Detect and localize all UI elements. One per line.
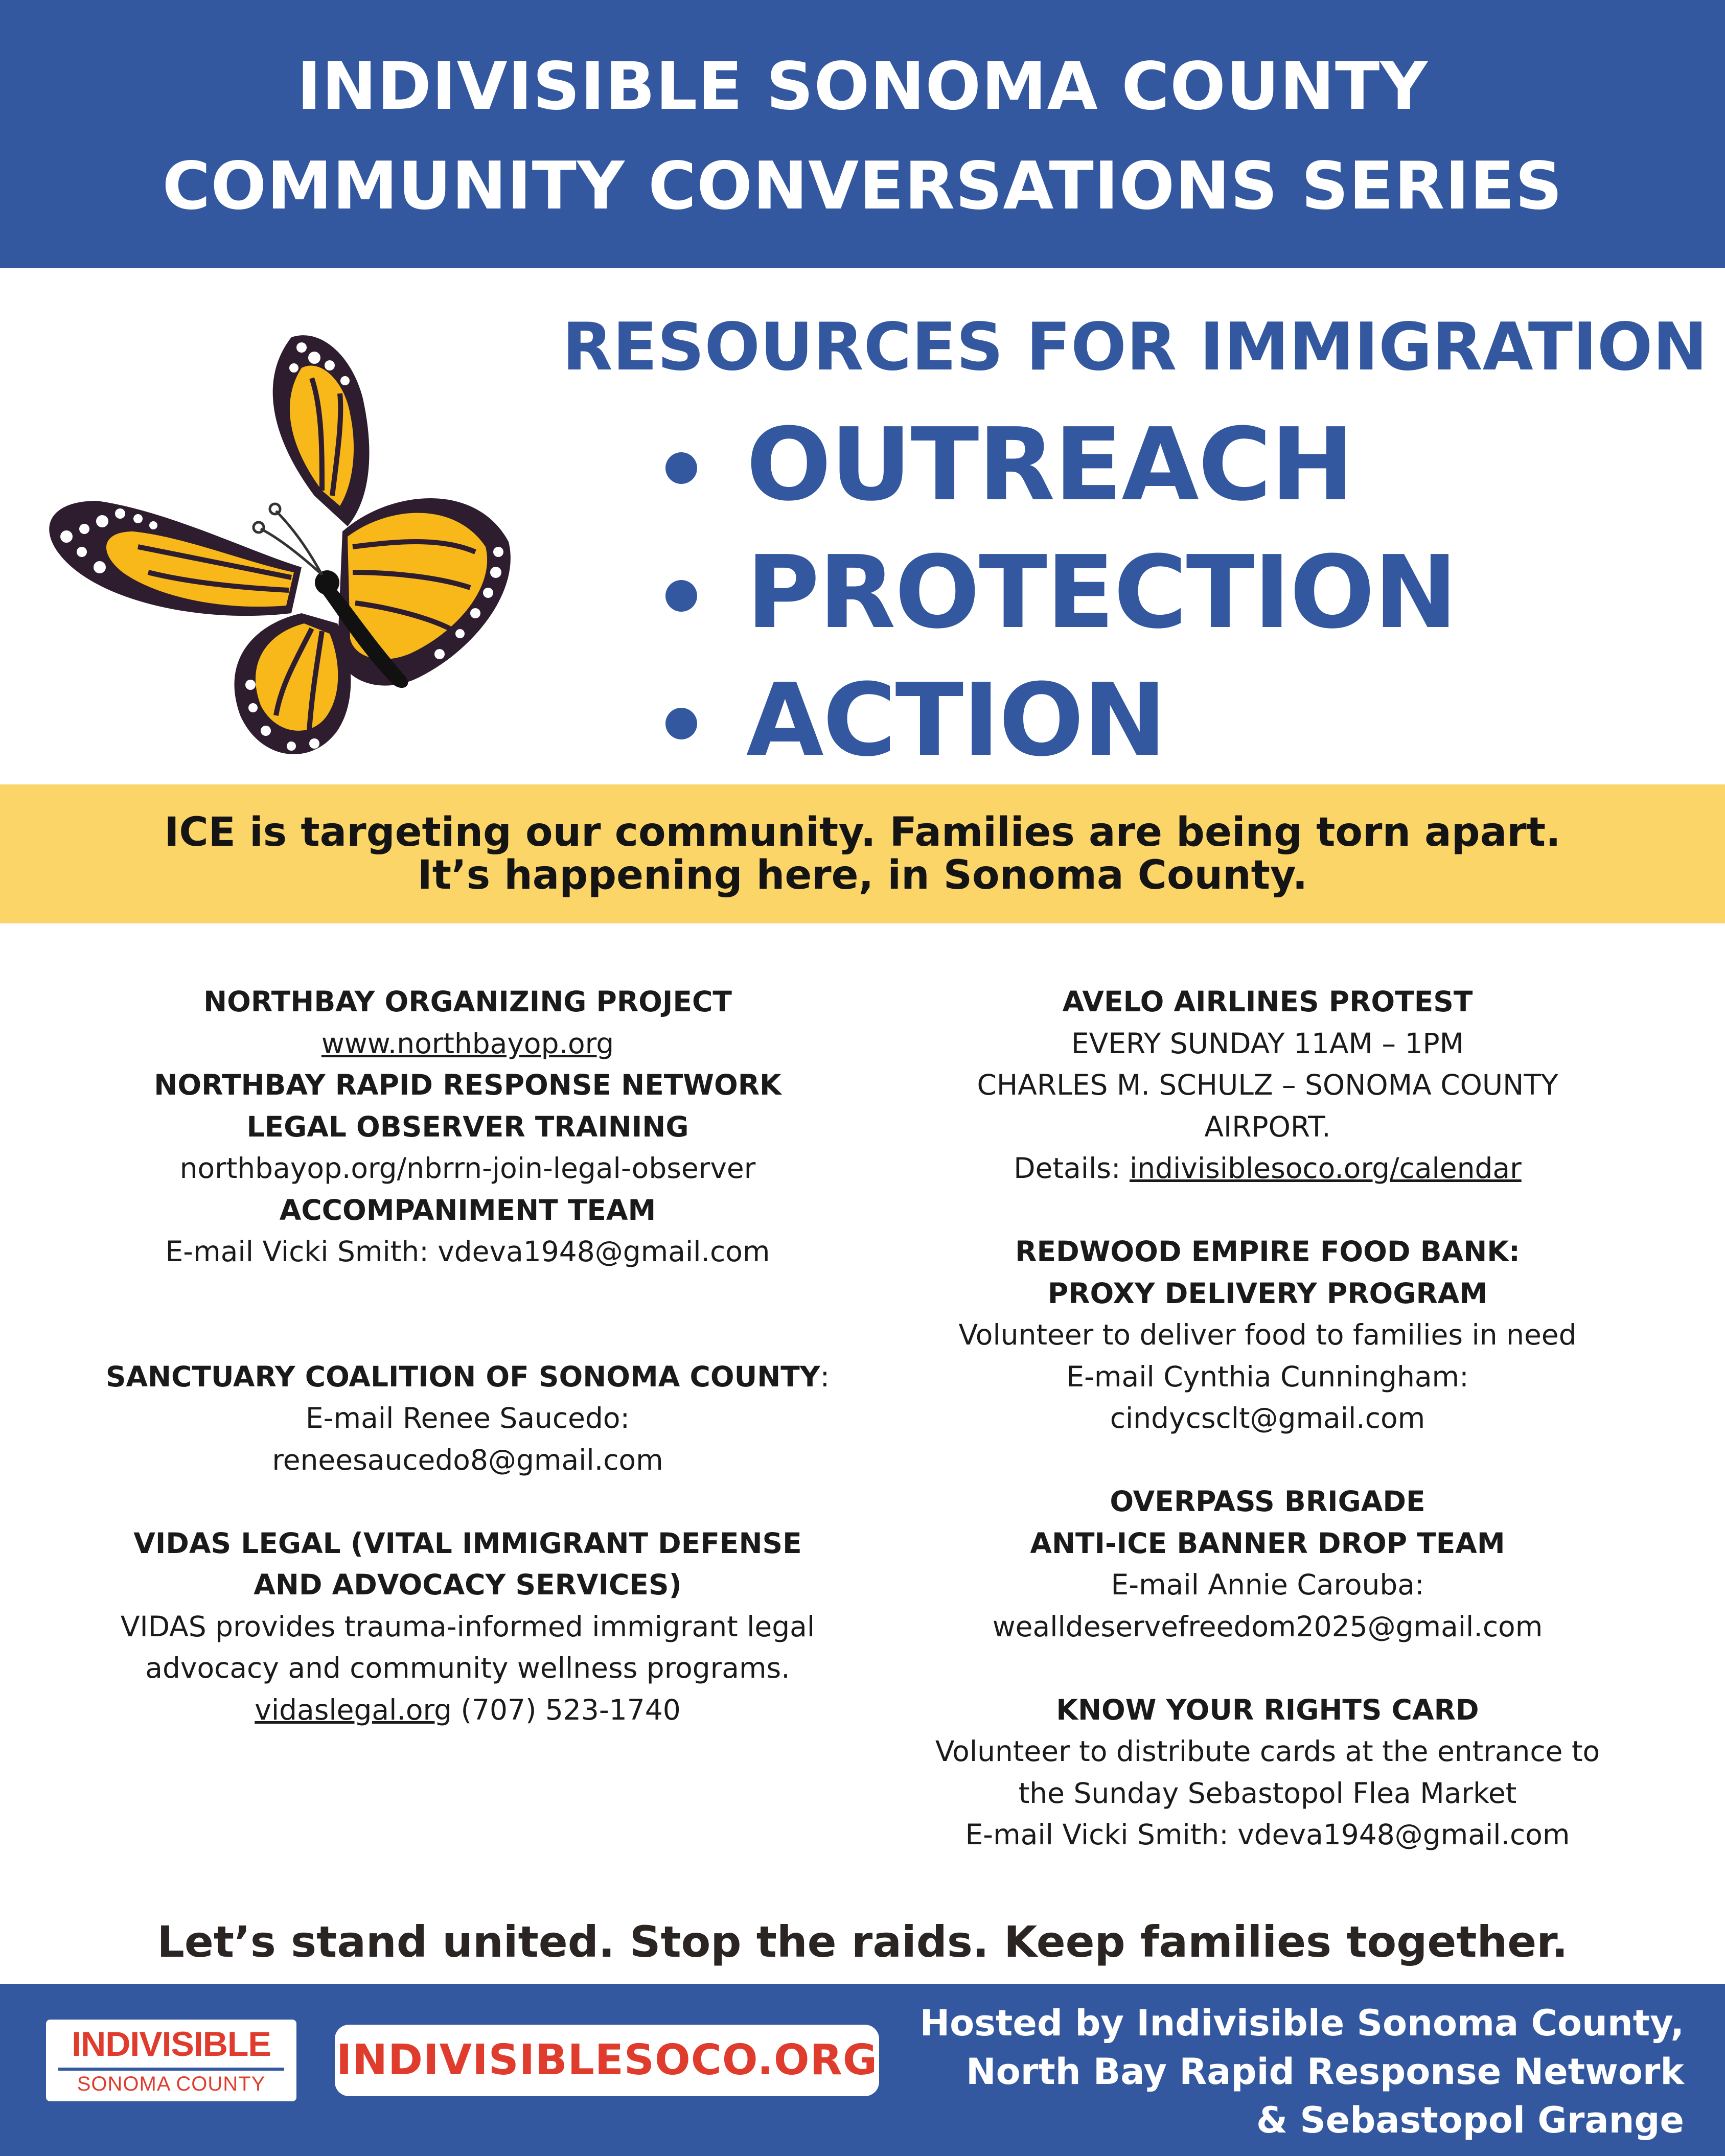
hosted-by [920,1999,1684,2145]
avelo-calendar-link[interactable]: indivisiblesoco.org/calendar [1129,1152,1522,1185]
avelo-location-line1: CHARLES M. SCHULZ – SONOMA COUNTY [977,1069,1558,1101]
kyr-email: E-mail Vicki Smith: vdeva1948@gmail.com [965,1818,1570,1851]
hosted-line3: & Sebastopol Grange [1256,2099,1684,2141]
kyr-desc-line2: the Sunday Sebastopol Flea Market [1018,1776,1517,1810]
footer-band [0,1984,1725,2156]
alert-banner [0,784,1725,923]
foodbank-title-line1: REDWOOD EMPIRE FOOD BANK: [1015,1235,1520,1268]
resources-right-column [848,981,1687,1856]
vidas-desc-line2: advocacy and community wellness programs. [145,1652,790,1684]
sanctuary-email-label: E-mail Renee Saucedo: [305,1402,630,1434]
accompaniment-email: E-mail Vicki Smith: vdeva1948@gmail.com [165,1235,770,1268]
header-title-line2: COMMUNITY CONVERSATIONS SERIES [162,148,1563,224]
nrrn-url: northbayop.org/nbrrn-join-legal-observer [179,1152,756,1185]
hosted-line1: Hosted by Indivisible Sonoma County, [919,2002,1684,2044]
nop-link[interactable]: www.northbayop.org [321,1027,614,1060]
foodbank-title-line2: PROXY DELIVERY PROGRAM [1047,1277,1488,1310]
nrrn-title-line2: LEGAL OBSERVER TRAINING [246,1110,689,1143]
alert-line2: It’s happening here, in Sonoma County. [417,852,1308,898]
logo-subtitle: SONOMA COUNTY [77,2073,266,2095]
kyr-title: KNOW YOUR RIGHTS CARD [1056,1693,1479,1726]
header-band [0,0,1725,268]
sanctuary-email: reneesaucedo8@gmail.com [272,1443,663,1476]
avelo-location-line2: AIRPORT. [1204,1110,1331,1143]
avelo-schedule: EVERY SUNDAY 11AM – 1PM [1071,1027,1464,1060]
website-link[interactable]: INDIVISIBLESOCO.ORG [335,2025,879,2096]
nrrn-title-line1: NORTHBAY RAPID RESPONSE NETWORK [154,1069,781,1101]
avelo-title: AVELO AIRLINES PROTEST [1062,985,1473,1018]
closing-statement: Let’s stand united. Stop the raids. Keep families together. [157,1917,1568,1967]
header-title-line1: INDIVISIBLE SONOMA COUNTY [297,49,1428,125]
focus-item-protection: PROTECTION [659,529,1457,657]
logo-rule [58,2068,284,2071]
nop-title: NORTHBAY ORGANIZING PROJECT [203,985,732,1018]
resources-title: RESOURCES FOR IMMIGRATION [562,309,1708,385]
logo-wordmark: INDIVISIBLE [72,2025,271,2064]
overpass-email: wealldeservefreedom2025@gmail.com [992,1610,1543,1643]
bullet-icon [665,708,697,739]
indivisible-logo [46,2020,296,2101]
overpass-title-line2: ANTI-ICE BANNER DROP TEAM [1030,1526,1505,1560]
vidas-desc-line1: VIDAS provides trauma-informed immigrant legal [120,1610,815,1643]
avelo-details-label: Details: [1014,1152,1130,1185]
bullet-icon [665,580,697,612]
monarch-butterfly-icon [36,327,516,767]
vidas-title-line1: VIDAS LEGAL (VITAL IMMIGRANT DEFENSE [133,1526,802,1560]
kyr-desc-line1: Volunteer to distribute cards at the entrance to [935,1735,1600,1768]
foodbank-desc: Volunteer to deliver food to families in need [958,1318,1577,1351]
focus-item-action: ACTION [659,657,1457,784]
focus-item-outreach: OUTREACH [659,401,1457,529]
vidas-title-line2: AND ADVOCACY SERVICES) [254,1568,682,1601]
overpass-email-label: E-mail Annie Carouba: [1111,1568,1424,1601]
resources-left-column [49,981,887,1731]
alert-line1: ICE is targeting our community. Families are being torn apart. [164,809,1561,855]
vidas-phone: (707) 523-1740 [452,1693,681,1726]
foodbank-email-label: E-mail Cynthia Cunningham: [1066,1360,1469,1393]
foodbank-email: cindycsclt@gmail.com [1110,1402,1425,1434]
vidas-link[interactable]: vidaslegal.org [255,1693,452,1726]
overpass-title-line1: OVERPASS BRIGADE [1110,1485,1425,1518]
accompaniment-title: ACCOMPANIMENT TEAM [279,1193,656,1226]
bullet-icon [665,452,697,484]
sanctuary-title: SANCTUARY COALITION OF SONOMA COUNTY [105,1360,820,1393]
focus-list [659,401,1457,784]
sanctuary-colon: : [820,1360,830,1393]
hosted-line2: North Bay Rapid Response Network [966,2051,1684,2093]
